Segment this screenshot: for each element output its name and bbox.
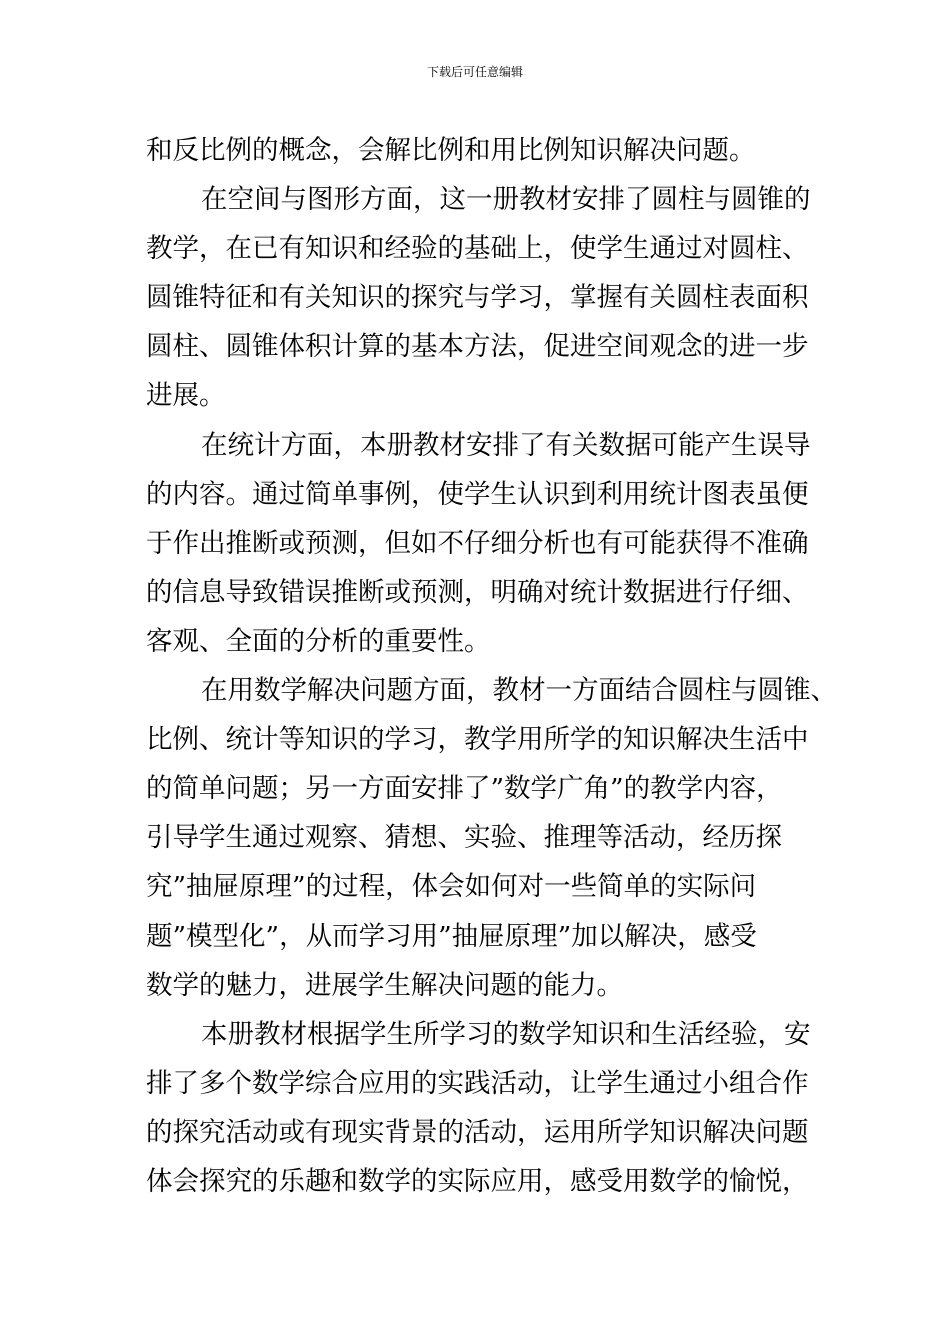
text-line: 教学，在已有知识和经验的基础上，使学生通过对圆柱、 [146, 233, 809, 265]
text-line: 究”抽屉原理”的过程，体会如何对一些简单的实际问 [146, 871, 757, 903]
text-line: 在用数学解决问题方面，教材一方面结合圆柱与圆锥、 [201, 675, 837, 707]
text-line: 比例、统计等知识的学习，教学用所学的知识解决生活中 [146, 724, 809, 756]
text-line: 的探究活动或有现实背景的活动，运用所学知识解决问题 [146, 1116, 809, 1148]
text-line: 数学的魅力，进展学生解决问题的能力。 [146, 969, 623, 1001]
document-body [146, 126, 836, 1206]
text-line: 在空间与图形方面，这一册教材安排了圆柱与圆锥的 [201, 184, 811, 216]
text-line: 体会探究的乐趣和数学的实际应用，感受用数学的愉悦， [146, 1165, 809, 1197]
text-line: 排了多个数学综合应用的实践活动，让学生通过小组合作 [146, 1067, 809, 1099]
text-line: 题”模型化”，从而学习用”抽屉原理”加以解决，感受 [146, 920, 757, 952]
text-line: 的信息导致错误推断或预测，明确对统计数据进行仔细、 [146, 576, 809, 608]
text-line: 本册教材根据学生所学习的数学知识和生活经验，安 [201, 1018, 811, 1050]
text-line: 于作出推断或预测，但如不仔细分析也有可能获得不准确 [146, 527, 809, 559]
text-line: 客观、全面的分析的重要性。 [146, 625, 491, 657]
text-line: 在统计方面，本册教材安排了有关数据可能产生误导 [201, 429, 811, 461]
text-line: 和反比例的概念，会解比例和用比例知识解决问题。 [146, 135, 756, 166]
text-line: 进展。 [146, 380, 226, 412]
page-header: 下载后可任意编辑 [426, 65, 523, 79]
text-line: 引导学生通过观察、猜想、实验、推理等活动，经历探 [146, 822, 782, 854]
text-line: 的简单问题；另一方面安排了”数学广角”的教学内容， [146, 773, 783, 805]
text-line: 的内容。通过简单事例，使学生认识到利用统计图表虽便 [146, 478, 809, 510]
text-line: 圆柱、圆锥体积计算的基本方法，促进空间观念的进一步 [146, 331, 809, 363]
text-line: 圆锥特征和有关知识的探究与学习，掌握有关圆柱表面积 [146, 282, 809, 314]
